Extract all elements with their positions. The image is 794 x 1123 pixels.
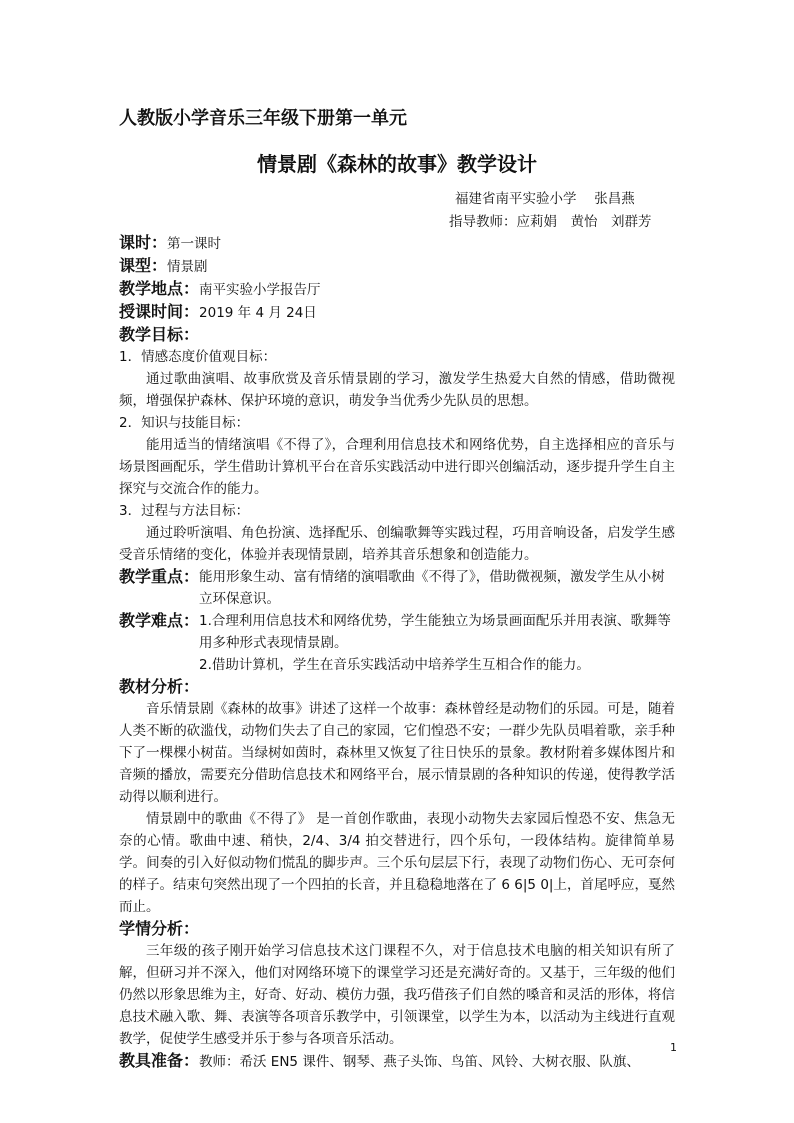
objective-2-title: 2．知识与技能目标： (119, 415, 250, 431)
time-label: 授课时间： (119, 302, 200, 321)
main-title: 情景剧《森林的故事》教学设计 (257, 152, 537, 176)
objective-1-title: 1．情感态度价值观目标： (119, 349, 277, 365)
objective-3-title: 3．过程与方法目标： (119, 503, 250, 519)
objectives-heading: 教学目标： (119, 325, 200, 344)
key-points-text: 能用形象生动、富有情绪的演唱歌曲《不得了》，借助微视频，激发学生从小树立环保意识。 (199, 569, 665, 607)
document-body (119, 232, 675, 1073)
location-value: 南平实验小学报告厅 (199, 282, 321, 298)
difficulty-item-1: 1.合理利用信息技术和网络优势，学生能独立为场景画面配乐并用表演、歌舞等用多种形式表现情景剧。 (199, 613, 671, 651)
time-row (119, 301, 675, 324)
difficulties-row (119, 610, 675, 676)
key-points-label: 教学重点： (119, 567, 200, 586)
equipment-row (119, 1050, 675, 1073)
objective-3-text: 通过聆听演唱、角色扮演、选择配乐、创编歌舞等实践过程，巧用音响设备，启发学生感受音乐情绪的变化，体验并表现情景剧，培养其音乐想象和创造能力。 (119, 525, 675, 563)
type-label: 课型： (119, 256, 168, 275)
objective-2-text: 能用适当的情绪演唱《不得了》，合理利用信息技术和网络优势，自主选择相应的音乐与场景图画配乐，学生借助计算机平台在音乐实践活动中进行即兴创编活动，逐步提升学生自主探究与交流合作的能力。 (119, 437, 675, 497)
type-value: 情景剧 (167, 259, 208, 275)
page-number: 1 (670, 1041, 677, 1054)
type-row (119, 255, 675, 278)
lesson-label: 课时： (119, 233, 168, 252)
time-value: 2019 年 4 月 24日 (199, 305, 317, 321)
lesson-row (119, 232, 675, 255)
location-label: 教学地点： (119, 279, 200, 298)
learner-analysis-paragraph-1: 三年级的孩子刚开始学习信息技术这门课程不久，对于信息技术电脑的相关知识有所了解，但研习并不深入，他们对网络环境下的课堂学习还是充满好奇的。又基于，三年级的他们仍然以形象思维为主，好奇、好动、模仿力强，我巧借孩子们自然的嗓音和灵活的形体，将信息技术融入歌、舞、表演等各项音乐教学中，引领课堂，以学生为本，以活动为主线进行直观教学，促使学生感受并乐于参与各项音乐活动。 (119, 943, 675, 1047)
equipment-text: 教师：希沃 EN5 课件、钢琴、燕子头饰、鸟笛、风铃、大树衣服、队旗、 (199, 1054, 640, 1070)
objective-1-text: 通过歌曲演唱、故事欣赏及音乐情景剧的学习，激发学生热爱大自然的情感，借助微视频，增强保护森林、保护环境的意识，萌发争当优秀少先队员的思想。 (119, 371, 675, 409)
material-analysis-heading: 教材分析： (119, 677, 200, 696)
difficulty-item-2: 2.借助计算机，学生在音乐实践活动中培养学生互相合作的能力。 (199, 657, 590, 673)
difficulties-label: 教学难点： (119, 611, 200, 630)
series-title: 人教版小学音乐三年级下册第一单元 (119, 108, 407, 129)
author-line: 福建省南平实验小学 张昌燕 (455, 191, 635, 207)
lesson-value: 第一课时 (167, 236, 222, 252)
equipment-label: 教具准备： (119, 1051, 200, 1070)
learner-analysis-heading: 学情分析： (119, 919, 200, 938)
difficulties-list (199, 610, 675, 676)
key-points-row (119, 566, 675, 610)
material-analysis-paragraph-2: 情景剧中的歌曲《不得了》 是一首创作歌曲，表现小动物失去家园后惶恐不安、焦急无奈的心情。歌曲中速、稍快，2/4、3/4 拍交替进行，四个乐句，一段体结构。旋律简单易学。间奏的引入好似动物们慌乱的脚步声。三个乐句层层下行，表现了动物们伤心、无可奈何的样子。结束句突然出现了一个四拍的长音，并且稳稳地落在了 6 6|5 0|上，首尾呼应，戛然而止。 (119, 811, 675, 915)
location-row (119, 278, 675, 301)
advisors-line: 指导教师：应莉娟 黄怡 刘群芳 (449, 214, 652, 230)
material-analysis-paragraph-1: 音乐情景剧《森林的故事》讲述了这样一个故事：森林曾经是动物们的乐园。可是，随着人类不断的砍滥伐，动物们失去了自己的家园，它们惶恐不安；一群少先队员唱着歌，亲手种下了一棵棵小树苗。当绿树如茵时，森林里又恢复了往日快乐的景象。教材附着多媒体图片和音频的播放，需要充分借助信息技术和网络平台，展示情景剧的各种知识的传递，使得教学活动得以顺利进行。 (119, 701, 675, 805)
